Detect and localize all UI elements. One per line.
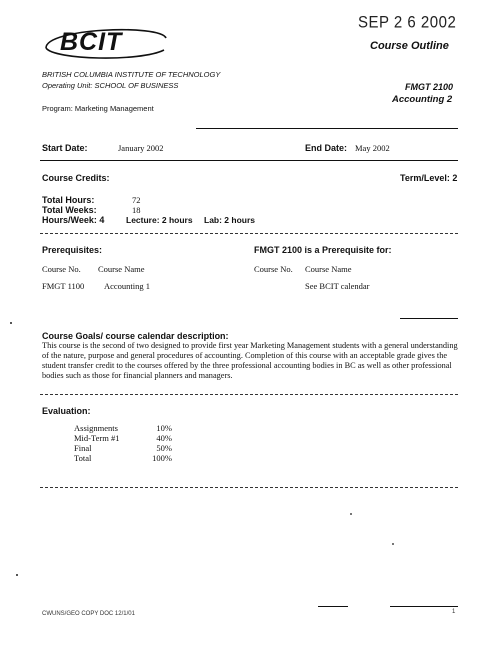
scan-speck — [16, 574, 18, 576]
course-goals-text: This course is the second of two designed to provide first year Marketing Management students with a general understanding of the nature, purpose and general procedures of accounting. Completion of this course with an acceptable grade gives the student transfer credit to the courses offered by the three professional accounting bodies in BC as well as other professional bodies such as those for financial planners and managers. — [42, 341, 458, 380]
total-weeks-label: Total Weeks: — [42, 205, 97, 215]
received-date-stamp: SEP 2 6 2002 — [358, 13, 457, 32]
evaluation-item-label: Mid-Term #1 — [74, 433, 120, 443]
evaluation-row — [74, 443, 184, 453]
scan-speck — [10, 322, 12, 324]
operating-unit: Operating Unit: SCHOOL OF BUSINESS — [42, 81, 179, 90]
end-date-value: May 2002 — [355, 143, 390, 153]
course-credits-label: Course Credits: — [42, 173, 110, 183]
hours-per-week: Hours/Week: 4 — [42, 215, 105, 225]
start-date-label: Start Date: — [42, 143, 88, 153]
end-date-label: End Date: — [305, 143, 348, 153]
evaluation-row — [74, 453, 184, 463]
lecture-hours: Lecture: 2 hours — [126, 215, 193, 225]
file-reference: CWUNS/GEO COPY DOC 12/1/01 — [42, 611, 135, 617]
evaluation-row — [74, 423, 184, 433]
scan-speck — [392, 543, 394, 545]
evaluation-row — [74, 433, 184, 443]
page-number: 1 — [452, 609, 456, 615]
prereq-for-col-course-name: Course Name — [305, 264, 352, 274]
evaluation-item-value: 40% — [156, 433, 172, 443]
course-code: FMGT 2100 — [405, 82, 454, 92]
start-date-value: January 2002 — [118, 143, 164, 153]
prereq-course-name: Accounting 1 — [104, 281, 151, 291]
divider — [390, 606, 458, 607]
prereq-for-col-course-no: Course No. — [254, 264, 293, 274]
divider — [40, 160, 458, 161]
bcit-logo — [40, 20, 170, 66]
total-hours-value: 72 — [132, 195, 141, 205]
prerequisite-for-heading: FMGT 2100 is a Prerequisite for: — [254, 245, 392, 255]
divider — [400, 318, 458, 319]
evaluation-item-value: 10% — [156, 423, 172, 433]
prerequisites-heading: Prerequisites: — [42, 245, 103, 255]
prereq-col-course-no: Course No. — [42, 264, 81, 274]
logo-text: BCIT — [60, 28, 123, 56]
evaluation-item-label: Assignments — [74, 423, 118, 433]
evaluation-heading: Evaluation: — [42, 406, 91, 416]
scan-speck — [350, 513, 352, 515]
total-hours-label: Total Hours: — [42, 195, 95, 205]
program-name: Program: Marketing Management — [42, 104, 154, 113]
evaluation-item-label: Final — [74, 443, 92, 453]
lab-hours: Lab: 2 hours — [204, 215, 256, 225]
document-title: Course Outline — [370, 40, 449, 52]
prereq-for-note: See BCIT calendar — [305, 281, 370, 291]
divider — [40, 487, 458, 488]
institute-name: BRITISH COLUMBIA INSTITUTE OF TECHNOLOGY — [42, 70, 221, 79]
total-weeks-value: 18 — [132, 205, 141, 215]
course-goals-heading: Course Goals/ course calendar description: — [42, 331, 229, 341]
divider — [318, 606, 348, 607]
course-title: Accounting 2 — [392, 94, 453, 105]
evaluation-item-label: Total — [74, 453, 92, 463]
prereq-col-course-name: Course Name — [98, 264, 145, 274]
evaluation-table — [74, 423, 184, 463]
term-level: Term/Level: 2 — [400, 173, 458, 183]
divider — [40, 233, 458, 234]
evaluation-item-value: 100% — [152, 453, 172, 463]
divider — [40, 394, 458, 395]
divider — [196, 128, 458, 129]
evaluation-item-value: 50% — [156, 443, 172, 453]
prereq-course-no: FMGT 1100 — [42, 281, 85, 291]
